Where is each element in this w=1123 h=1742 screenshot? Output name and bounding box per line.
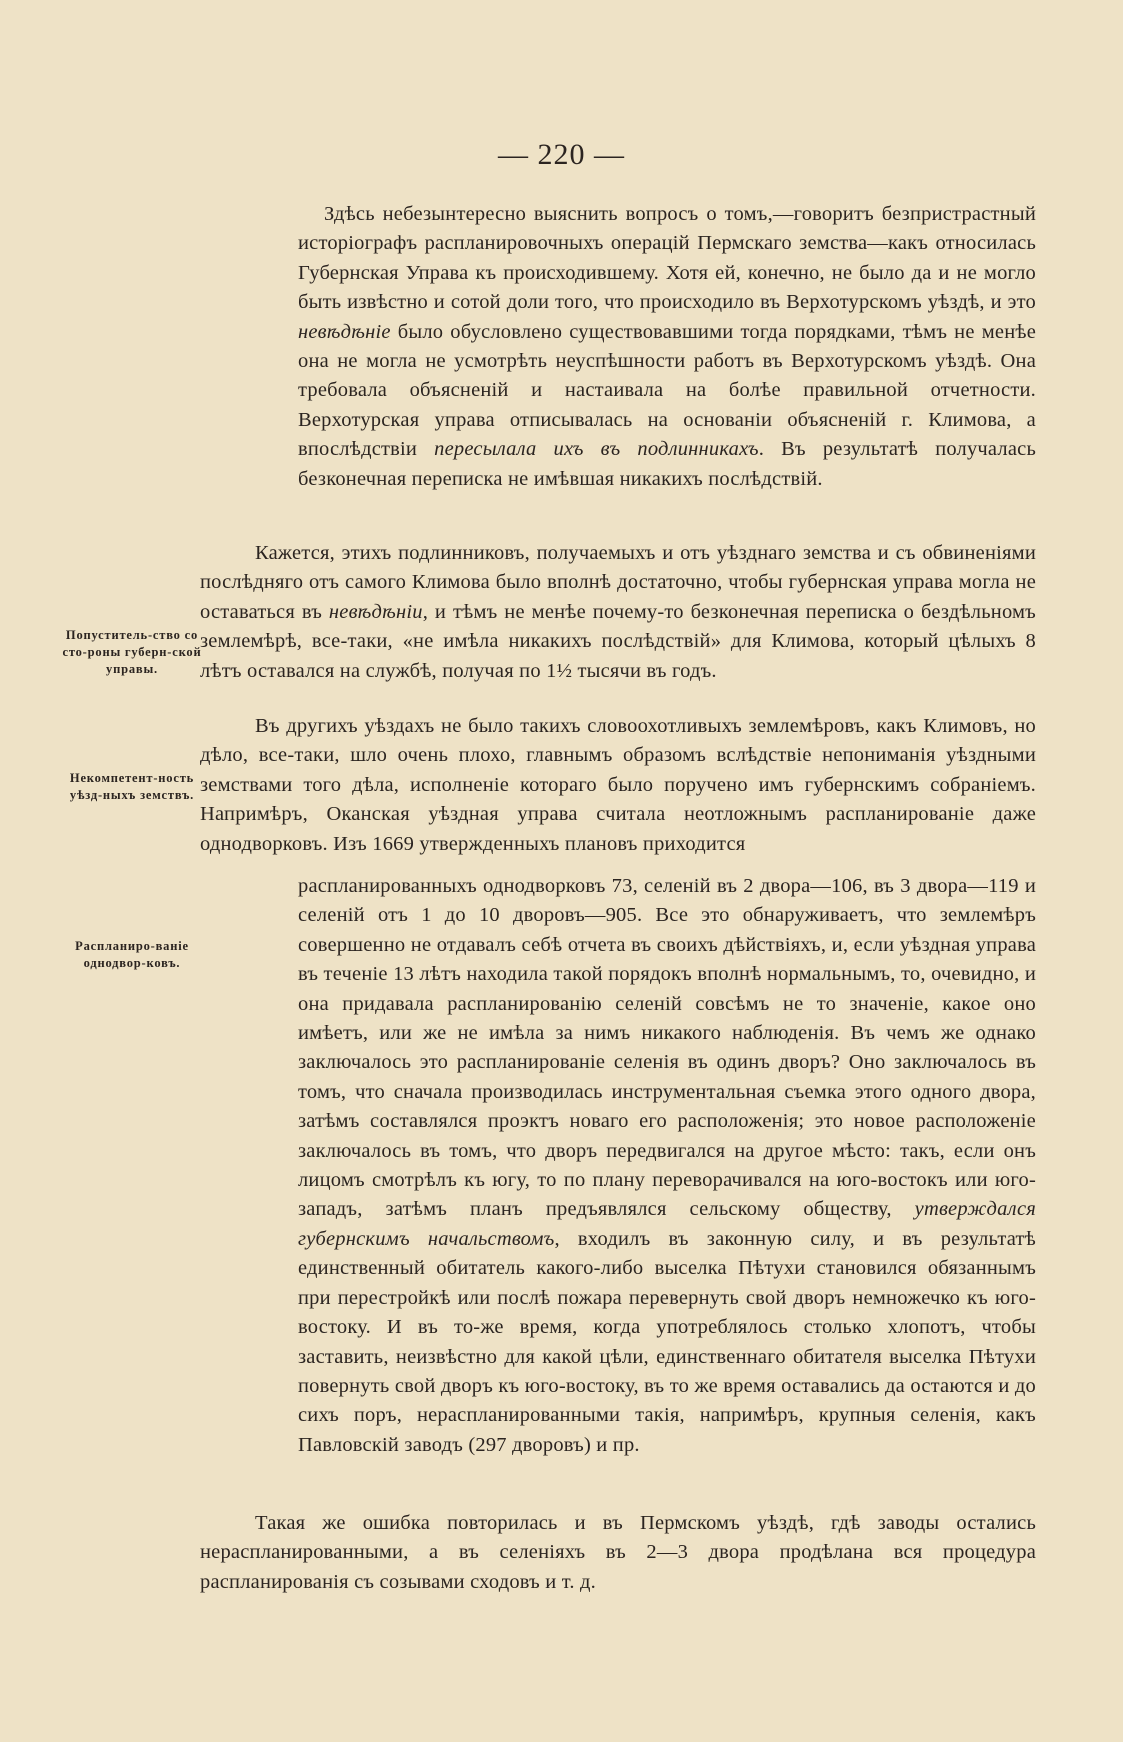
paragraph-connivance <box>200 539 1036 686</box>
emphasis-ignorance: невѣдѣніе <box>298 320 391 343</box>
paragraph-text: Кажется, этихъ подлинниковъ, получаемыхъ и отъ уѣзднаго земства и съ обвиненіями послѣдняго отъ самого Климова было вполнѣ достаточно, чтобы губернская управа могла не оставаться въ <box>200 542 1036 623</box>
emphasis-approved-by-authority: утверждался губернскимъ начальствомъ <box>298 1198 1036 1250</box>
paragraph-text: распланированныхъ однодворковъ 73, селеній въ 2 двора—106, въ 3 двора—119 и селеній отъ 1 до 10 дворовъ—905. Все это обнаруживаетъ, что землемѣръ совершенно не отдавалъ себѣ отчета въ своихъ дѣйствіяхъ, и, если уѣздная управа въ теченіе 13 лѣтъ находила такой порядокъ вполнѣ нормальнымъ, то, очевидно, и она придавала распланированію селеній совсѣмъ не то значеніе, какое оно имѣетъ, или же не имѣла за нимъ никакого наблюденія. Въ чемъ же однако заключалось это распланированіе селенія въ одинъ дворъ? Оно заключалось въ томъ, что сначала производилась инструментальная съемка этого одного двора, затѣмъ составлялся проэктъ новаго его расположенія; это новое расположеніе заключалось въ томъ, что дворъ передвигался на другое мѣсто: такъ, если онъ лицомъ смотрѣлъ къ югу, то по плану переворачивался на юго-востокъ или юго-западъ, затѣмъ планъ предъявлялся сельскому обществу, <box>298 875 1036 1221</box>
paragraph-text: , и тѣмъ не менѣе почему-то безконечная переписка о бездѣльномъ землемѣрѣ, все-таки, «не имѣла никакихъ послѣдствій» для Климова, который цѣлыхъ 8 лѣтъ оставался на службѣ, получая по 1½ тысячи въ годъ. <box>200 600 1036 682</box>
paragraph-text: , входилъ въ законную силу, и въ результатѣ единственный обитатель какого-либо выселка Пѣтухи становился обязаннымъ при перестройкѣ или послѣ пожара перевернуть свой дворъ немножечко къ юго-востоку. И въ то-же время, когда употреблялось столько хлопотъ, чтобы заставить, неизвѣстно для какой цѣли, единственнаго обитателя выселка Пѣтухи повернуть свой дворъ къ юго-востоку, въ то же время оставались да остаются и до сихъ поръ, нераспланированными такія, напримѣръ, крупныя селенія, какъ Павловскій заводъ (297 дворовъ) и пр. <box>298 1227 1036 1456</box>
margin-note-connivance: Попуститель-ство со сто-роны губерн-ской управы. <box>62 628 202 676</box>
paragraph-perm-district: Такая же ошибка повторилась и въ Пермскомъ уѣздѣ, гдѣ заводы остались нераспланированными, а въ селеніяхъ въ 2—3 двора продѣлана вся процедура распланированія съ созывами сходовъ и т. д. <box>200 1512 1036 1593</box>
margin-note-incompetence: Некомпетент-ность уѣзд-ныхъ земствъ. <box>69 771 195 802</box>
margin-note-one-court-planning: Распланиро-ваніе однодвор-ковъ. <box>75 939 189 970</box>
paragraph-one-court-planning <box>298 872 1036 1460</box>
paragraph-incompetence: Въ другихъ уѣздахъ не было такихъ словоохотливыхъ землемѣровъ, какъ Климовъ, но дѣло, все-таки, шло очень плохо, главнымъ образомъ вслѣдствіе непониманія уѣздными земствами того дѣла, исполненіе котораго было поручено имъ губернскимъ собраніемъ. Напримѣръ, Оканская уѣздная управа считала неотложнымъ распланированіе даже однодворковъ. Изъ 1669 утвержденныхъ плановъ приходится <box>200 715 1036 855</box>
emphasis-forwarded-originals: пересылала ихъ въ подлинникахъ <box>434 438 759 461</box>
paragraph-historiographer <box>298 200 1036 494</box>
paragraph-text: . Въ результатѣ получалась безконечная переписка не имѣвшая никакихъ послѣдствій. <box>298 438 1036 490</box>
paragraph-text: Здѣсь небезынтересно выяснить вопросъ о томъ,—говоритъ безпристрастный исторіографъ распланировочныхъ операцій Пермскаго земства—какъ относилась Губернская Управа къ происходившему. Хотя ей, конечно, не было да и не могло быть извѣстно и сотой доли того, что происходило въ Верхотурскомъ уѣздѣ, и это <box>298 203 1036 314</box>
paragraph-text: было обусловлено существовавшими тогда порядками, тѣмъ не менѣе она не могла не усмотрѣть неуспѣшности работъ въ Верхотурскомъ уѣздѣ. Она требовала объясненій и настаивала на болѣе правильной отчетности. Верхотурская управа отписывалась на основаніи объясненій г. Климова, а впослѣдствіи <box>298 320 1036 461</box>
page-number: — 220 — <box>498 138 625 171</box>
emphasis-ignorance: невѣдѣніи <box>328 600 423 623</box>
